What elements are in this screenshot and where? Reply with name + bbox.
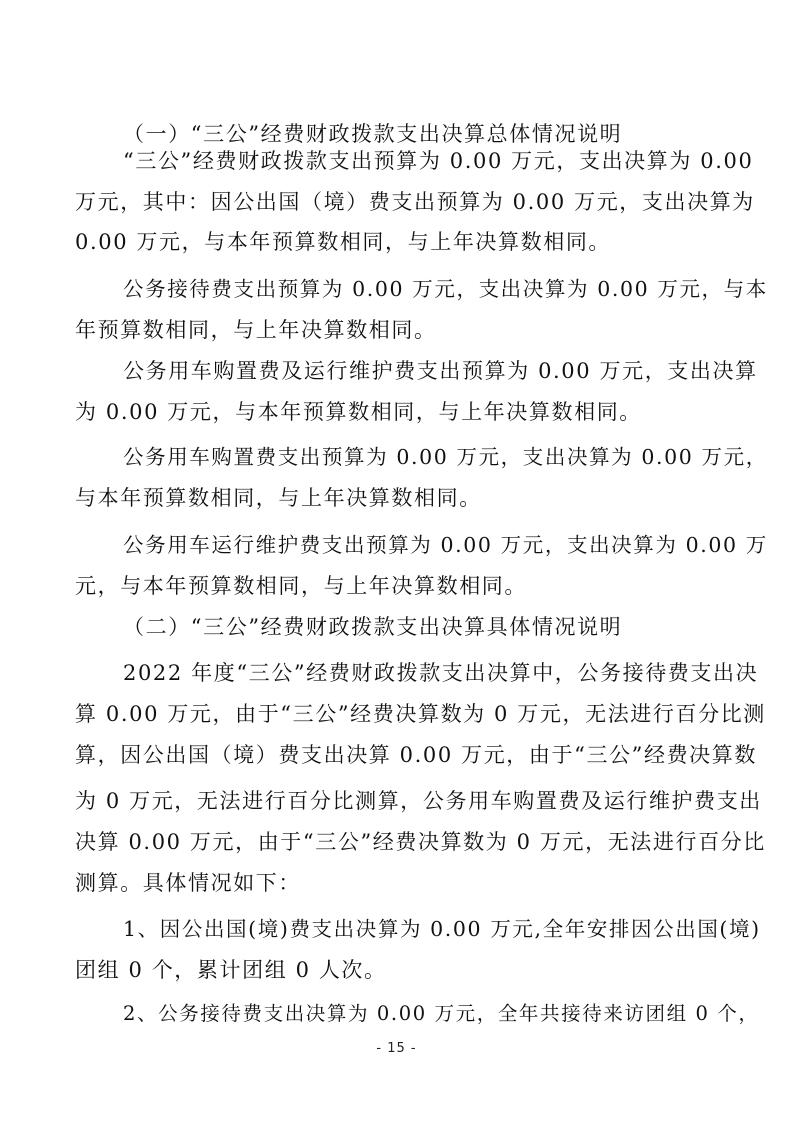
paragraph-line: 为 0.00 万元，与本年预算数相同，与上年决算数相同。 — [75, 400, 642, 424]
paragraph-line: 算，因公出国（境）费支出决算 0.00 万元，由于“三公”经费决算数 — [75, 743, 757, 767]
paragraph-line: 公务用车购置费支出预算为 0.00 万元，支出决算为 0.00 万元， — [123, 445, 768, 469]
paragraph-line: 与本年预算数相同，与上年决算数相同。 — [75, 486, 482, 510]
paragraph-line: 万元，其中：因公出国（境）费支出预算为 0.00 万元，支出决算为 — [75, 190, 755, 214]
paragraph-line: 算 0.00 万元，由于“三公”经费决算数为 0 万元，无法进行百分比测 — [75, 702, 766, 726]
paragraph-line: 公务用车购置费及运行维护费支出预算为 0.00 万元，支出决算 — [123, 359, 758, 383]
paragraph-line: 团组 0 个，累计团组 0 人次。 — [75, 958, 387, 982]
section-heading-2: （二）“三公”经费财政拨款支出决算具体情况说明 — [123, 615, 623, 639]
section-heading-1: （一）“三公”经费财政拨款支出决算总体情况说明 — [123, 122, 623, 146]
paragraph-line: 元，与本年预算数相同，与上年决算数相同。 — [75, 574, 527, 598]
paragraph-line: “三公”经费财政拨款支出预算为 0.00 万元，支出决算为 0.00 — [123, 149, 754, 173]
paragraph-line: 1、因公出国(境)费支出决算为 0.00 万元,全年安排因公出国(境) — [123, 917, 761, 941]
paragraph-line: 2022 年度“三公”经费财政拨款支出决算中，公务接待费支出决 — [123, 661, 759, 685]
paragraph-line: 0.00 万元，与本年预算数相同，与上年决算数相同。 — [75, 230, 612, 254]
paragraph-line: 公务用车运行维护费支出预算为 0.00 万元，支出决算为 0.00 万 — [123, 533, 768, 557]
paragraph-line: 为 0 万元，无法进行百分比测算，公务用车购置费及运行维护费支出 — [75, 789, 762, 813]
page-number: - 15 - — [376, 1041, 417, 1056]
paragraph-line: 测算。具体情况如下： — [75, 871, 301, 895]
paragraph-line: 年预算数相同，与上年决算数相同。 — [75, 318, 437, 342]
paragraph-line: 决算 0.00 万元，由于“三公”经费决算数为 0 万元，无法进行百分比 — [75, 830, 766, 854]
paragraph-line: 公务接待费支出预算为 0.00 万元，支出决算为 0.00 万元，与本 — [123, 277, 768, 301]
paragraph-line: 2、公务接待费支出决算为 0.00 万元，全年共接待来访团组 0 个， — [123, 1002, 760, 1025]
